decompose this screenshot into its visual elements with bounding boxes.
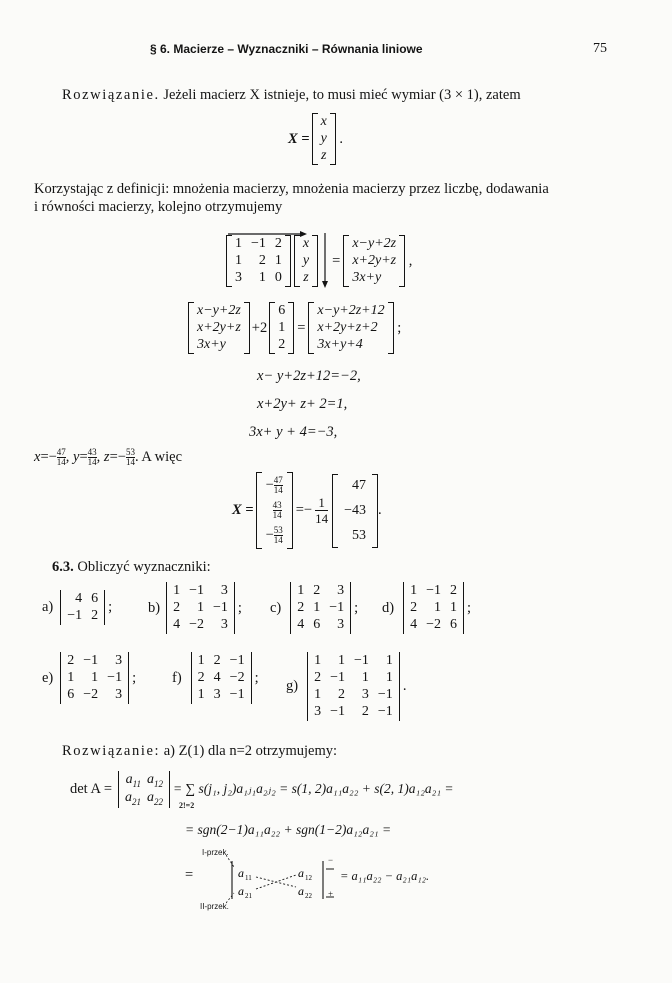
cross-diagram: [226, 855, 336, 905]
x-vector-eq: X = x y z .: [288, 114, 344, 163]
det-cell: 4: [297, 617, 305, 632]
det-cell: −1: [330, 704, 345, 719]
frac-den: 14: [273, 535, 283, 545]
matrix-cell: 3: [235, 270, 242, 285]
det-formula-line-2: = sgn(2−1)a₁₁a₂₂ + sgn(1−2)a₁₂a₂₁ =: [185, 822, 392, 837]
x-entry: z: [320, 148, 327, 163]
result-cell: x−y+2z+12: [317, 303, 385, 318]
det-cell: −1: [426, 583, 441, 598]
det-cell: −1: [67, 608, 83, 623]
result-cell: x−y+2z: [352, 236, 397, 251]
solution-intro: [62, 87, 521, 104]
svg-text:a: a: [298, 866, 304, 880]
x-denominator: 14: [56, 457, 66, 467]
vector-cell: x: [302, 236, 310, 251]
equation-2: x−y+2z x+2y+z 3x+y +2 6 1 2 = x−y+2z+12 x+2y+z+2 3x+y+4 ;: [188, 302, 401, 354]
det-cell: 1: [91, 670, 99, 685]
x-numerator: 47: [56, 447, 66, 457]
line3-rhs: = a₁₁a₂₂ − a₂₁a₁₂.: [340, 869, 430, 883]
det-cell: 2: [314, 670, 322, 685]
det-cell: 2: [450, 583, 457, 598]
det-formula-line-1: det A = $a_{11}$ $a_{12}$ $a_{21}$ $a_{22}$ = ∑ s(j₁, j₂)a₁ⱼ₁a₂ⱼ₂ = s(1, 2)a₁₁a₂₂ + s(2, 1)a₁₂a₂₁ = 2!=2: [70, 772, 454, 810]
matrix-cell: 1: [235, 236, 242, 251]
z-denominator: 14: [125, 457, 135, 467]
vec-cell: 2: [278, 337, 286, 352]
system-eq-3: 3x+ y + 4=−3,: [249, 424, 338, 440]
det-cell: −2: [229, 670, 245, 685]
det-cell: 1: [197, 600, 204, 615]
det-cell: 3: [213, 687, 221, 702]
det-cell: −2: [189, 617, 204, 632]
svg-text:12: 12: [305, 874, 312, 882]
det-cell: 1: [67, 670, 75, 685]
vector-cell: y: [302, 253, 310, 268]
det-cell: 1: [197, 687, 205, 702]
svg-text:22: 22: [305, 892, 312, 900]
det-label-text: det A =: [70, 780, 113, 797]
det-cell: 2: [173, 600, 181, 615]
determinant-d: d) 1 −1 2 2 1 1 4 −2 6 ;: [382, 583, 472, 632]
det-cell: 1: [173, 583, 181, 598]
y-denominator: 14: [87, 457, 97, 467]
scalar-num: 1: [318, 495, 325, 510]
det-cell: −1: [377, 687, 393, 702]
det-cell: −2: [83, 687, 99, 702]
determinant-c: c) 1 2 3 2 1 −1 4 6 3 ;: [270, 583, 359, 632]
svg-text:11: 11: [245, 874, 252, 882]
frac-den: 14: [272, 510, 282, 520]
determinant-b: b) 1 −1 3 2 1 −1 4 −2 3 ;: [148, 583, 242, 632]
det-label: a): [42, 599, 54, 615]
det-cell: 2: [213, 653, 221, 668]
det-cell: −1: [189, 583, 204, 598]
det-cell: 4: [173, 617, 181, 632]
exercise-number: 6.3.: [52, 559, 74, 575]
vec-cell: 6: [278, 303, 286, 318]
lhs-cell: x−y+2z: [197, 303, 241, 318]
matrix-cell: 1: [274, 253, 282, 268]
det-cell: 6: [450, 617, 457, 632]
svg-text:a: a: [238, 866, 244, 880]
det-cell: 1: [197, 653, 205, 668]
det-cell: 3: [220, 583, 228, 598]
y-numerator: 43: [87, 447, 97, 457]
z-numerator: 53: [125, 447, 135, 457]
det-cell: 2: [197, 670, 205, 685]
det-cell: −1: [354, 653, 369, 668]
scalar-den: 14: [315, 511, 329, 526]
svg-text:a: a: [298, 884, 304, 898]
a-wiec: . A więc: [134, 449, 183, 465]
result-cell: x+2y+z: [352, 253, 397, 268]
equation-1: 1 −1 2 1 2 1 3 1 0 x y z = x−y+2z x+2y+z 3x+y ,: [226, 233, 412, 289]
det-cell: 6: [313, 617, 321, 632]
lhs-cell: x+2y+z: [197, 320, 241, 335]
det-cell: −1: [377, 704, 393, 719]
determinant-a: a) 4 6 −1 2 ;: [42, 591, 113, 623]
det-label: c): [270, 599, 282, 616]
det-cell: 1: [361, 670, 369, 685]
det-cell: 3: [314, 704, 322, 719]
det-cell: 3: [220, 617, 228, 632]
final-vec-cell: −43: [344, 502, 367, 518]
det-cell: 2: [361, 704, 369, 719]
det-cell: 6: [67, 687, 75, 702]
result-cell: 3x+y+4: [317, 337, 363, 352]
determinant-e: e) 2 −1 3 1 1 −1 6 −2 3 ;: [42, 653, 137, 702]
x-lhs: X =: [288, 130, 310, 147]
svg-text:21: 21: [245, 892, 252, 900]
final-vec-cell: 53: [352, 527, 367, 543]
det-cell: 3: [115, 653, 123, 668]
solution2-text: a) Z(1) dla n=2 otrzymujemy:: [163, 743, 337, 759]
det-label: f): [172, 669, 182, 686]
exercise-heading: [52, 559, 211, 576]
final-x-eq: X = − $\frac{47}{14}$ $\frac{43}{14}$ − $\frac{53}{14}$ =− $\frac{1}{14}$ 47 −43 53 .: [232, 472, 382, 549]
det-cell: −1: [330, 670, 345, 685]
svg-text:a: a: [238, 884, 244, 898]
vec-cell: 1: [278, 320, 286, 335]
det-cell: 3: [337, 617, 345, 632]
det-cell: 1: [338, 653, 345, 668]
matrix-cell: 2: [258, 253, 266, 268]
det-cell: 2: [67, 653, 75, 668]
det-cell: 4: [410, 617, 418, 632]
matrix-cell: 1: [258, 270, 266, 285]
sign-plus: +: [328, 889, 334, 899]
running-header: § 6. Macierze – Wyznaczniki – Równania liniowe: [150, 42, 423, 56]
det-cell: 4: [213, 670, 221, 685]
final-vec-cell: 47: [352, 477, 367, 493]
frac-num: 47: [273, 475, 283, 485]
solution-values: x =− $\frac{47}{14}$ , y = $\frac{43}{14}$ , z =− $\frac{53}{14}$ . A więc: [34, 447, 183, 467]
matrix-cell: 1: [235, 253, 242, 268]
x-entry: y: [320, 131, 327, 146]
det-cell: 1: [297, 583, 305, 598]
det-cell: 1: [314, 653, 322, 668]
line1-rhs: = ∑ s(j₁, j₂)a₁ⱼ₁a₂ⱼ₂ = s(1, 2)a₁₁a₂₂ + s(2, 1)a₁₂a₂₁ =: [173, 780, 454, 796]
paragraph-line-1: Korzystając z definicji: mnożenia macierzy, mnożenia macierzy przez liczbę, dodawania: [34, 181, 549, 197]
solution-label: Rozwiązanie.: [62, 87, 160, 103]
system-eq-2: x+2y+ z+ 2=1,: [257, 396, 348, 412]
frac-num: 53: [273, 525, 283, 535]
solution2: [62, 743, 337, 760]
solution-intro-text: Jeżeli macierz X istnieje, to musi mieć wymiar (3 × 1), zatem: [163, 87, 521, 103]
result-cell: 3x+y: [352, 270, 382, 285]
det-cell: 3: [361, 687, 369, 702]
sign-minus: −: [328, 855, 334, 865]
system-eq-1: x− y+2z+12=−2,: [257, 368, 361, 384]
vector-cell: z: [303, 270, 309, 285]
determinant-f: f) 1 2 −1 2 4 −2 1 3 −1 ;: [172, 653, 259, 702]
det-cell: −2: [426, 617, 441, 632]
det-cell: −1: [329, 600, 345, 615]
matrix-cell: −1: [251, 236, 266, 251]
det-cell: 3: [115, 687, 123, 702]
matrix-cell: 2: [274, 236, 282, 251]
det-cell: 2: [338, 687, 345, 702]
det-cell: 1: [313, 600, 321, 615]
label-first-diagonal: I-przek.: [202, 848, 229, 857]
det-cell: −1: [229, 653, 245, 668]
determinant-g: g) 1 1 −1 1 2 −1 1 1 1 2 3 −1 3 −1 2 −1 .: [286, 653, 407, 719]
det-cell: −1: [213, 600, 228, 615]
det-label: d): [382, 599, 395, 616]
column-arrow: [320, 233, 330, 289]
det-cell: 1: [450, 600, 457, 615]
det-label: g): [286, 678, 299, 694]
det-cell: 2: [313, 583, 321, 598]
solution2-label: Rozwiązanie:: [62, 743, 161, 759]
det-label: e): [42, 669, 54, 686]
det-cell: −1: [107, 670, 123, 685]
det-cell: 2: [91, 608, 99, 623]
det-cell: 1: [434, 600, 441, 615]
det-cell: 4: [75, 591, 83, 606]
label-second-diagonal: II-przek.: [200, 902, 229, 911]
matrix-cell: 0: [274, 270, 282, 285]
frac-den: 14: [273, 485, 283, 495]
sum-index: 2!=2: [179, 800, 195, 810]
result-cell: x+2y+z+2: [317, 320, 378, 335]
equals-sign: =: [185, 867, 194, 883]
lhs-cell: 3x+y: [197, 337, 226, 352]
det-cell: 2: [410, 600, 418, 615]
paragraph-line-2: i równości macierzy, kolejno otrzymujemy: [34, 199, 283, 215]
det-cell: −1: [83, 653, 99, 668]
frac-num: 43: [272, 500, 282, 510]
det-cell: −1: [229, 687, 245, 702]
x-entry: x: [320, 114, 327, 129]
det-cell: 2: [297, 600, 305, 615]
det-cell: 1: [385, 653, 393, 668]
det-cell: 1: [385, 670, 393, 685]
det-cell: 6: [91, 591, 99, 606]
exercise-text: Obliczyć wyznaczniki:: [77, 559, 211, 575]
det-label: b): [148, 599, 161, 616]
det-cell: 1: [314, 687, 322, 702]
det-cell: 1: [410, 583, 418, 598]
row-arrow: [228, 225, 308, 231]
page-number: 75: [593, 41, 607, 56]
final-x-lhs: X =: [232, 502, 254, 518]
det-cell: 3: [337, 583, 345, 598]
